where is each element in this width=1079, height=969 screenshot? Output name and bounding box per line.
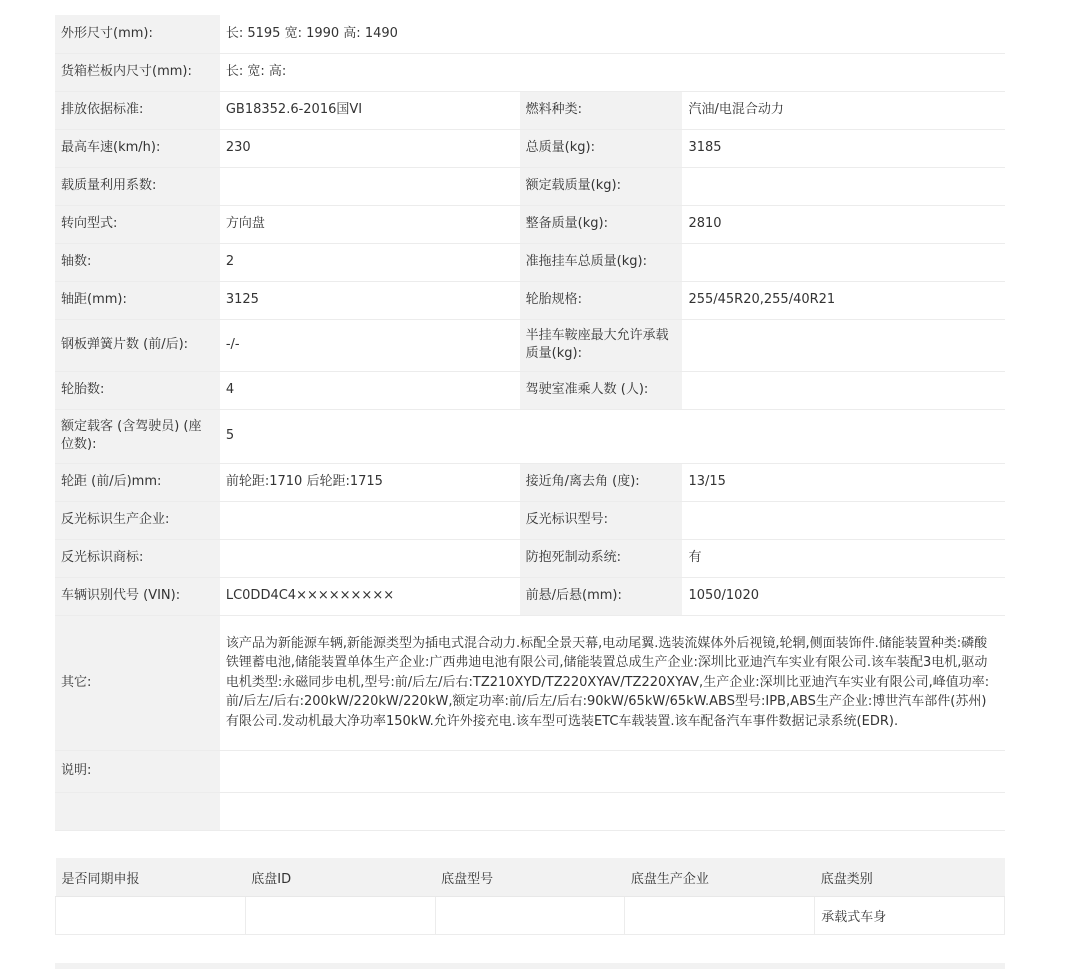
vehicle-spec-table	[55, 15, 1005, 831]
label-overhang: 前悬/后悬(mm):	[520, 577, 683, 615]
value-reflector-model	[682, 501, 1005, 539]
value-cab-occupants	[682, 371, 1005, 409]
label-max-speed: 最高车速(km/h):	[55, 129, 220, 167]
label-load-coefficient: 载质量利用系数:	[55, 167, 220, 205]
label-tire-spec: 轮胎规格:	[520, 281, 683, 319]
header-chassis-maker: 底盘生产企业	[625, 858, 815, 897]
label-saddle-load: 半挂车鞍座最大允许承载质量(kg):	[520, 319, 683, 371]
label-blank	[55, 792, 220, 830]
spec-row	[55, 91, 1005, 129]
spec-row	[55, 539, 1005, 577]
label-leaf-springs: 钢板弹簧片数 (前/后):	[55, 319, 220, 371]
header-chassis-model: 底盘型号	[435, 858, 625, 897]
value-emission-standard: GB18352.6-2016国VI	[220, 91, 520, 129]
label-reflector-model: 反光标识型号:	[520, 501, 683, 539]
label-tire-count: 轮胎数:	[55, 371, 220, 409]
label-emission-standard: 排放依据标准:	[55, 91, 220, 129]
label-reflector-maker: 反光标识生产企业:	[55, 501, 220, 539]
spec-row-seats	[55, 409, 1005, 463]
spec-row	[55, 281, 1005, 319]
value-overhang: 1050/1020	[682, 577, 1005, 615]
label-approach-departure: 接近角/离去角 (度):	[520, 463, 683, 501]
next-section-strip	[55, 963, 1005, 969]
label-dimensions: 外形尺寸(mm):	[55, 15, 220, 53]
value-tire-spec: 255/45R20,255/40R21	[682, 281, 1005, 319]
label-fuel-type: 燃料种类:	[520, 91, 683, 129]
cell-chassis-type: 承载式车身	[815, 897, 1005, 935]
value-approach-departure: 13/15	[682, 463, 1005, 501]
spec-row	[55, 577, 1005, 615]
label-reflector-brand: 反光标识商标:	[55, 539, 220, 577]
spec-row-other	[55, 615, 1005, 750]
label-cargo-box: 货箱栏板内尺寸(mm):	[55, 53, 220, 91]
header-chassis-type: 底盘类别	[815, 858, 1005, 897]
label-cab-occupants: 驾驶室准乘人数 (人):	[520, 371, 683, 409]
spec-row-cargo-box	[55, 53, 1005, 91]
value-blank	[220, 792, 1005, 830]
value-track: 前轮距:1710 后轮距:1715	[220, 463, 520, 501]
cell-chassis-model	[435, 897, 625, 935]
label-abs: 防抱死制动系统:	[520, 539, 683, 577]
header-concurrent-declaration: 是否同期申报	[56, 858, 246, 897]
value-leaf-springs: -/-	[220, 319, 520, 371]
value-cargo-box: 长: 宽: 高:	[220, 53, 1005, 91]
value-steering: 方向盘	[220, 205, 520, 243]
spec-row	[55, 463, 1005, 501]
spec-row-dimensions	[55, 15, 1005, 53]
label-rated-load: 额定载质量(kg):	[520, 167, 683, 205]
value-rated-load	[682, 167, 1005, 205]
value-curb-mass: 2810	[682, 205, 1005, 243]
chassis-row	[56, 897, 1005, 935]
label-wheelbase: 轴距(mm):	[55, 281, 220, 319]
value-fuel-type: 汽油/电混合动力	[682, 91, 1005, 129]
label-track: 轮距 (前/后)mm:	[55, 463, 220, 501]
cell-concurrent-declaration	[56, 897, 246, 935]
spec-row	[55, 319, 1005, 371]
value-dimensions: 长: 5195 宽: 1990 高: 1490	[220, 15, 1005, 53]
label-seats: 额定载客 (含驾驶员) (座位数):	[55, 409, 220, 463]
value-load-coefficient	[220, 167, 520, 205]
label-other: 其它:	[55, 615, 220, 750]
header-chassis-id: 底盘ID	[245, 858, 435, 897]
value-wheelbase: 3125	[220, 281, 520, 319]
value-gross-mass: 3185	[682, 129, 1005, 167]
value-saddle-load	[682, 319, 1005, 371]
value-tire-count: 4	[220, 371, 520, 409]
label-curb-mass: 整备质量(kg):	[520, 205, 683, 243]
cell-chassis-id	[245, 897, 435, 935]
chassis-table	[55, 858, 1005, 935]
spec-row	[55, 501, 1005, 539]
spec-row	[55, 371, 1005, 409]
value-axles: 2	[220, 243, 520, 281]
spec-row	[55, 243, 1005, 281]
value-max-speed: 230	[220, 129, 520, 167]
chassis-header-row	[56, 858, 1005, 897]
value-note	[220, 750, 1005, 792]
cell-chassis-maker	[625, 897, 815, 935]
value-reflector-maker	[220, 501, 520, 539]
label-gross-mass: 总质量(kg):	[520, 129, 683, 167]
label-note: 说明:	[55, 750, 220, 792]
spec-row-blank	[55, 792, 1005, 830]
value-seats: 5	[220, 409, 1005, 463]
label-trailer-mass: 准拖挂车总质量(kg):	[520, 243, 683, 281]
value-reflector-brand	[220, 539, 520, 577]
value-other: 该产品为新能源车辆,新能源类型为插电式混合动力.标配全景天幕,电动尾翼.选装流媒体外后视镜,轮辋,侧面装饰件.储能装置种类:磷酸铁锂蓄电池,储能装置单体生产企业:广西弗迪电池有限公司,储能装置总成生产企业:深圳比亚迪汽车实业有限公司.该车装配3电机,驱动电机类型:永磁同步电机,型号:前/后左/后右:TZ210XYD/TZ220XYAV/TZ220XYAV,生产企业:深圳比亚迪汽车实业有限公司,峰值功率:前/后左/后右:200kW/220kW/220kW,额定功率:前/后左/后右:90kW/65kW/65kW.ABS型号:IPB,ABS生产企业:博世汽车部件(苏州)有限公司.发动机最大净功率150kW.允许外接充电.该车型可选装ETC车载装置.该车配备汽车事件数据记录系统(EDR).	[220, 615, 1005, 750]
spec-row	[55, 167, 1005, 205]
value-vin: LC0DD4C4×××××××××	[220, 577, 520, 615]
label-axles: 轴数:	[55, 243, 220, 281]
value-abs: 有	[682, 539, 1005, 577]
spec-row-note	[55, 750, 1005, 792]
label-steering: 转向型式:	[55, 205, 220, 243]
label-vin: 车辆识别代号 (VIN):	[55, 577, 220, 615]
spec-row	[55, 205, 1005, 243]
value-trailer-mass	[682, 243, 1005, 281]
spec-row	[55, 129, 1005, 167]
